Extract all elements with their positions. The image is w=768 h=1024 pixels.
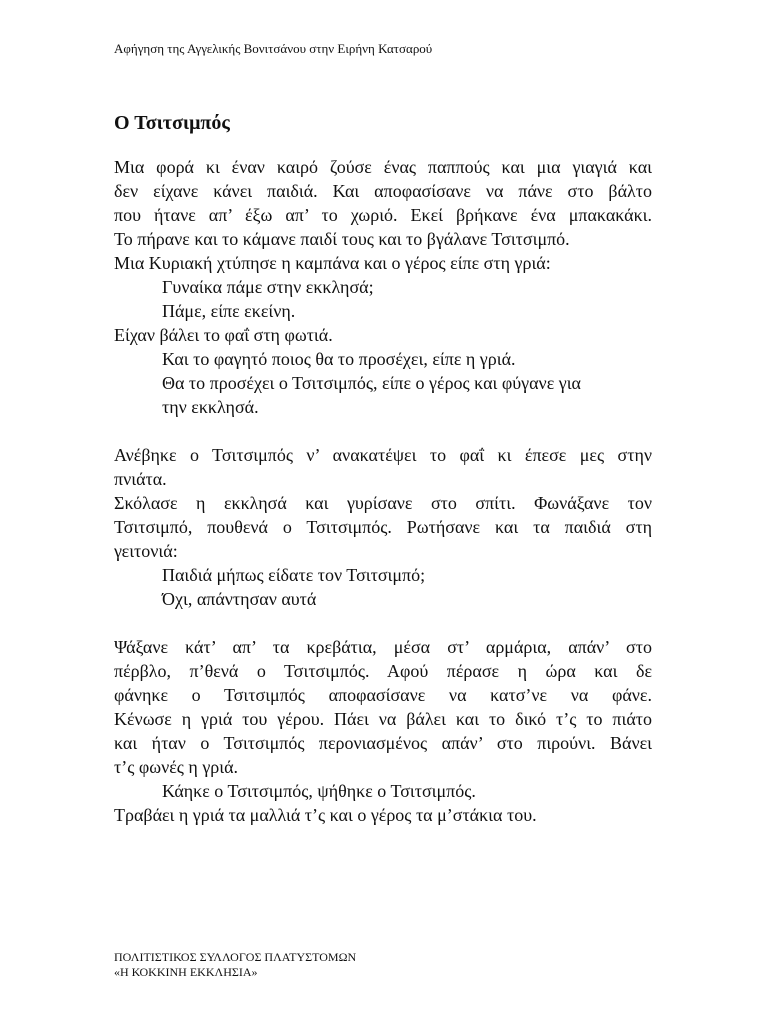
paragraph-gap <box>114 419 652 443</box>
text-line: φάνηκε ο Τσιτσιμπός αποφασίσανε να κατσ’νε να φάνε. <box>114 685 652 705</box>
text-line: Σκόλασε η εκκλησά και γυρίσανε στο σπίτι. Φωνάξανε τον <box>114 493 652 513</box>
text-line: Μια φορά κι έναν καιρό ζούσε ένας παππούς και μια γιαγιά και <box>114 157 652 177</box>
story-body <box>114 155 652 827</box>
text-line: δεν είχανε κάνει παιδιά. Και αποφασίσανε να πάνε στο βάλτο <box>114 181 652 201</box>
dialogue-line: Θα το προσέχει ο Τσιτσιμπός, είπε ο γέρος και φύγανε για <box>162 373 581 393</box>
dialogue-line: Πάμε, είπε εκείνη. <box>162 301 296 321</box>
dialogue-line: την εκκλησά. <box>162 397 259 417</box>
footer-organization-subtitle: «Η ΚΟΚΚΙΝΗ ΕΚΚΛΗΣΙΑ» <box>114 965 258 979</box>
text-line: Είχαν βάλει το φαΐ στη φωτιά. <box>114 325 333 345</box>
text-line: Τσιτσιμπό, πουθενά ο Τσιτσιμπός. Ρωτήσανε και τα παιδιά στη <box>114 517 652 537</box>
text-line: που ήτανε απ’ έξω απ’ το χωριό. Εκεί βρήκανε ένα μπακακάκι. <box>114 205 652 225</box>
text-line: Μια Κυριακή χτύπησε η καμπάνα και ο γέρος είπε στη γριά: <box>114 253 551 273</box>
text-line: και ήταν ο Τσιτσιμπός περονιασμένος απάν’ στο πιρούνι. Βάνει <box>114 733 652 753</box>
dialogue-line: Και το φαγητό ποιος θα το προσέχει, είπε η γριά. <box>162 349 516 369</box>
document-header: Αφήγηση της Αγγελικής Βονιτσάνου στην Ειρήνη Κατσαρού <box>114 41 433 56</box>
paragraph-gap <box>114 611 652 635</box>
dialogue-line: Όχι, απάντησαν αυτά <box>162 589 317 609</box>
dialogue-line: Γυναίκα πάμε στην εκκλησά; <box>162 277 374 297</box>
text-line: Ανέβηκε ο Τσιτσιμπός ν’ ανακατέψει το φαΐ κι έπεσε μες στην <box>114 445 652 465</box>
text-line: τ’ς φωνές η γριά. <box>114 757 239 777</box>
text-line: πέρβλο, π’θενά ο Τσιτσιμπός. Αφού πέρασε η ώρα και δε <box>114 661 652 681</box>
footer-organization: ΠΟΛΙΤΙΣΤΙΚΟΣ ΣΥΛΛΟΓΟΣ ΠΛΑΤΥΣΤΟΜΩΝ <box>114 950 357 964</box>
document-footer <box>114 950 356 980</box>
text-line: Ψάξανε κάτ’ απ’ τα κρεβάτια, μέσα στ’ αρμάρια, απάν’ στο <box>114 637 652 657</box>
dialogue-line: Κάηκε ο Τσιτσιμπός, ψήθηκε ο Τσιτσιμπός. <box>162 781 476 801</box>
text-line: γειτονιά: <box>114 541 178 561</box>
dialogue-line: Παιδιά μήπως είδατε τον Τσιτσιμπό; <box>162 565 426 585</box>
text-line: Τραβάει η γριά τα μαλλιά τ’ς και ο γέρος τα μ’στάκια του. <box>114 805 537 825</box>
text-line: Κένωσε η γριά του γέρου. Πάει να βάλει και το δικό τ’ς το πιάτο <box>114 709 652 729</box>
story-title: Ο Τσιτσιμπός <box>114 112 230 134</box>
text-line: πνιάτα. <box>114 469 167 489</box>
text-line: Το πήρανε και το κάμανε παιδί τους και το βγάλανε Τσιτσιμπό. <box>114 229 570 249</box>
